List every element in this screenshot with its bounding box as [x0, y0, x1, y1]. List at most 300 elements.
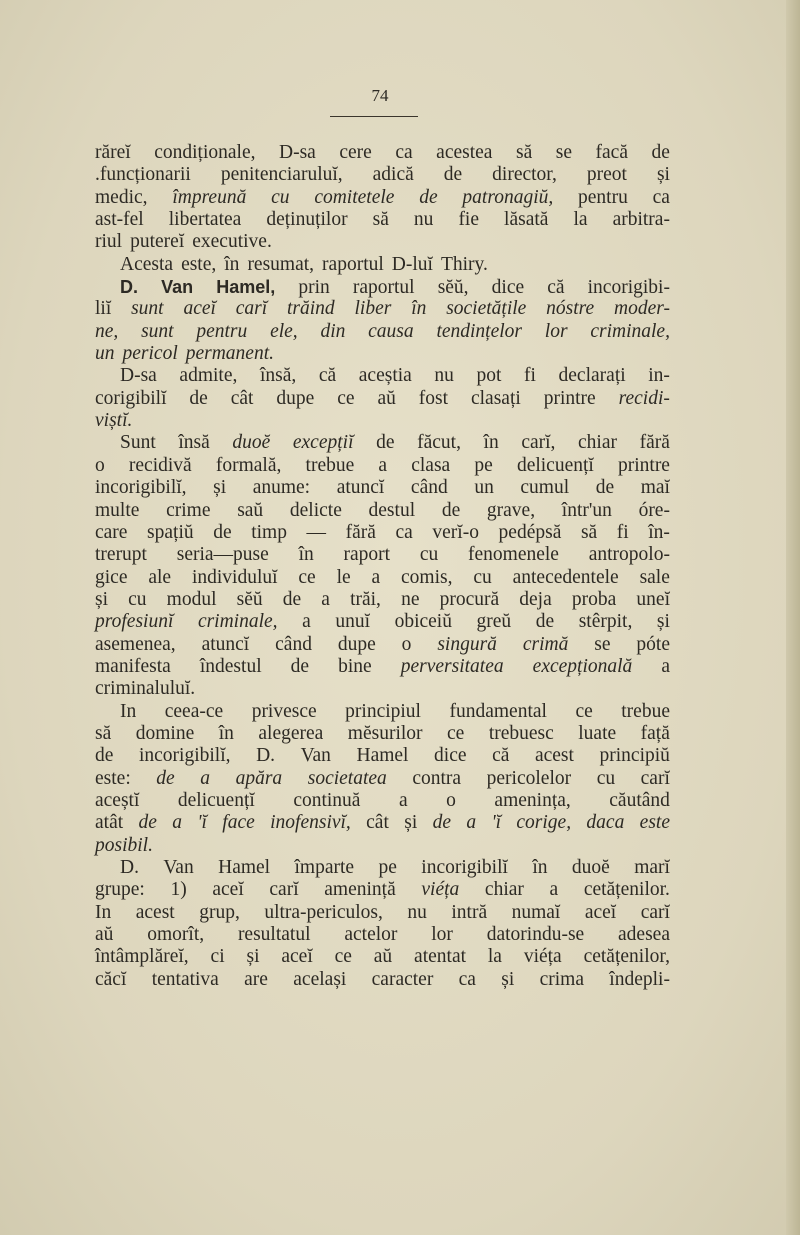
word: de [376, 432, 395, 454]
word: raport [343, 544, 391, 566]
word: însă [178, 432, 210, 454]
text-line [95, 254, 670, 276]
word: se [594, 633, 611, 655]
word: cu [419, 544, 439, 566]
word: resultatul [237, 924, 311, 946]
word: împreună [172, 186, 247, 208]
word: căcĭ [95, 968, 127, 990]
word: datorindu-se [486, 924, 585, 946]
word: alegerea [258, 722, 324, 744]
word: pot [476, 365, 502, 387]
text-line [95, 946, 670, 968]
text-line [95, 388, 670, 410]
word: póte [636, 633, 670, 655]
word: ca [395, 521, 413, 543]
word: D-luĭ [391, 253, 433, 275]
text-line [95, 410, 670, 432]
word: greŭ [476, 611, 512, 633]
word: arbitra- [612, 209, 670, 231]
word: sunt [131, 298, 164, 320]
word: care [95, 521, 128, 543]
text-line [95, 365, 670, 387]
word: D-sa [120, 365, 157, 387]
word: de [535, 611, 555, 633]
word: în [224, 253, 240, 275]
word: proba [571, 588, 617, 610]
word: dice [491, 277, 525, 299]
word: că [318, 365, 337, 387]
word: incorigibilĭ, [95, 477, 187, 499]
word: mĕsurilor [347, 722, 423, 744]
word: deja [519, 588, 552, 610]
word: Van [163, 857, 194, 878]
word: când [275, 633, 312, 655]
word: a [466, 812, 477, 834]
word: cetățenilor. [583, 879, 670, 901]
word: trebue [305, 454, 355, 476]
word: o [401, 633, 412, 655]
word: în [411, 298, 427, 320]
word: grave, [486, 499, 536, 521]
word: societatea [307, 767, 387, 789]
word: cu [473, 566, 492, 588]
text-line [95, 567, 670, 589]
word: de [156, 767, 175, 789]
word: și [246, 946, 260, 968]
text-line [95, 701, 670, 723]
word: domine [135, 722, 195, 744]
word: carĭ [235, 298, 268, 320]
word: resumat, [247, 253, 315, 275]
word: aceĭ [212, 879, 244, 901]
word: și [95, 588, 109, 610]
word: o [446, 789, 456, 811]
word: face [222, 812, 255, 834]
word: răreĭ [95, 142, 131, 163]
word: și [656, 611, 670, 633]
word: să [580, 521, 598, 543]
word: de [441, 499, 461, 521]
word: viéța [523, 946, 562, 968]
text-line [95, 879, 670, 901]
word: a [371, 566, 381, 588]
word: dice [434, 745, 467, 767]
word: să [372, 209, 389, 231]
word: bine [338, 655, 372, 677]
word: fie [458, 209, 480, 231]
word: nu [407, 901, 427, 923]
word: acest [135, 901, 175, 923]
word: este: [95, 767, 131, 789]
word: excepțiĭ [292, 432, 354, 454]
word: în [532, 857, 548, 878]
word: libertatea [168, 209, 242, 231]
word: ele, [270, 320, 298, 342]
word: că [547, 277, 565, 299]
word: a [398, 789, 408, 811]
word: are [244, 968, 268, 990]
word: de [189, 387, 208, 409]
word: acestea [436, 142, 493, 163]
word: ci [210, 946, 225, 968]
word: sale [639, 566, 670, 588]
word: că [492, 745, 510, 767]
word: cât [366, 812, 389, 834]
word: destul [368, 499, 416, 521]
word: pe [378, 857, 397, 878]
word: posibil. [95, 834, 153, 856]
word: pericolelor [486, 767, 572, 789]
word: fenomenele [468, 544, 559, 566]
word: ce [337, 387, 355, 409]
word: carĭ [269, 879, 299, 901]
word: aŭ [95, 924, 114, 946]
word: carĭ, [521, 432, 556, 454]
word: raportul [322, 253, 384, 275]
word: criminale, [590, 320, 670, 342]
word: corige, [516, 812, 572, 834]
text-line [95, 589, 670, 611]
word: medic, [95, 186, 148, 208]
text-line [95, 656, 670, 678]
word: amenință [324, 879, 396, 901]
word: acest [534, 745, 574, 767]
word: causa [368, 320, 414, 342]
word: ce [447, 722, 465, 744]
word: Sunt [120, 432, 156, 454]
word: deținuților [266, 209, 348, 231]
word: și [213, 477, 227, 499]
word: ce [575, 700, 593, 722]
text-line [95, 790, 670, 812]
word: In [120, 700, 137, 722]
word: a [661, 655, 670, 677]
word: adesea [618, 924, 670, 946]
word: delicte [289, 499, 342, 521]
text-line [95, 231, 670, 253]
word: la [573, 209, 588, 231]
word: a [172, 812, 182, 834]
word: asemenea, [95, 633, 176, 655]
word: uneĭ [636, 588, 670, 610]
text-line [95, 477, 670, 499]
word: crimă [522, 633, 569, 655]
word: delicuențĭ [516, 454, 594, 476]
word: preot [586, 164, 627, 186]
word: o [95, 454, 105, 476]
word: ultra-periculos, [264, 901, 383, 923]
word: ce [334, 946, 352, 968]
word: și [501, 968, 515, 990]
word: de [282, 588, 302, 610]
word: și [404, 812, 418, 834]
word: liĭ [95, 298, 112, 320]
word: Hamel, [216, 277, 276, 298]
word: principiŭ [599, 745, 670, 767]
word: de [595, 477, 615, 499]
word: corigibilĭ [95, 387, 167, 409]
word: liber [354, 298, 392, 320]
word: modul [166, 588, 217, 610]
word: societățile [446, 298, 527, 320]
word: carĭ [640, 901, 670, 923]
word: aceĭ [183, 298, 216, 320]
word: viéța [421, 879, 460, 901]
word: este [639, 812, 670, 834]
word: pedépsă [498, 521, 562, 543]
word: crima [539, 968, 584, 990]
text-line [95, 745, 670, 767]
word: ne, [95, 320, 119, 342]
text-line [95, 343, 670, 365]
word: putereĭ [130, 231, 185, 253]
word: de [419, 186, 438, 208]
text-line [95, 455, 670, 477]
text-line [95, 611, 670, 633]
word: nóstre [546, 298, 595, 320]
text-line [95, 321, 670, 343]
word: .funcționarii [95, 164, 191, 186]
word: marĭ [634, 857, 670, 878]
word: procură [439, 588, 500, 610]
word: Hamel [356, 745, 409, 767]
word: trăi, [350, 588, 381, 610]
word: aceștia [358, 365, 412, 387]
word: lăsată [504, 209, 549, 231]
word: pentru [196, 320, 248, 342]
word: întâmplăreĭ, [95, 946, 189, 968]
word: căutând [609, 789, 670, 811]
word: duoĕ [571, 857, 610, 878]
word: condiționale, [154, 142, 256, 163]
word: daca [586, 812, 625, 834]
word: penitenciaruluĭ, [220, 164, 343, 186]
word: maĭ [640, 477, 670, 499]
word: de [651, 142, 670, 163]
word: Thiry. [440, 253, 488, 275]
word: profesiunĭ [95, 611, 174, 633]
word: — [306, 521, 327, 543]
text-line [95, 634, 670, 656]
word: lor [431, 924, 453, 946]
word: inofensivĭ, [270, 812, 351, 834]
word: a [321, 588, 330, 610]
word: numaĭ [511, 901, 561, 923]
word: comitetele [314, 186, 395, 208]
word: prin [298, 277, 330, 299]
text-line [95, 678, 670, 700]
text-line [95, 768, 670, 790]
word: aŭ [373, 946, 393, 968]
word: aŭ [377, 387, 396, 409]
word: duoĕ [232, 432, 271, 454]
text-line [95, 276, 670, 298]
word: fi [616, 521, 629, 543]
word: ce [298, 566, 316, 588]
word: tendințelor [436, 320, 523, 342]
word: sĕŭ [236, 588, 263, 610]
word: clasați [470, 387, 521, 409]
word: declarați [558, 365, 626, 387]
page-number-rule [330, 116, 418, 117]
word: moder- [614, 298, 670, 320]
page-number: 74 [371, 86, 389, 105]
word: de [213, 521, 232, 543]
word: a [200, 767, 211, 789]
word: Van [300, 745, 331, 767]
word: de [443, 164, 463, 186]
text-line [95, 902, 670, 924]
word: grupe: [95, 879, 145, 901]
word: formală, [215, 454, 282, 476]
text-line [95, 723, 670, 745]
word: în [483, 432, 499, 454]
word: față [640, 722, 670, 744]
word: însă, [259, 365, 297, 387]
text-line [95, 522, 670, 544]
word: cu [271, 186, 290, 208]
word: recidivă [128, 454, 192, 476]
word: într'un [561, 499, 612, 521]
word: un [474, 477, 494, 499]
word: un [95, 343, 115, 365]
word: comis, [401, 566, 453, 588]
word: fost [418, 387, 449, 409]
text-line [95, 187, 670, 209]
word: ceea-ce [164, 700, 224, 722]
word: nu [434, 365, 454, 387]
word: criminale, [197, 611, 278, 633]
word: caracter [371, 968, 434, 990]
word: gice [95, 566, 128, 588]
word: tentativa [151, 968, 219, 990]
word: intră [451, 901, 488, 923]
word: aceĭ [584, 901, 617, 923]
word: pe [474, 454, 493, 476]
word: saŭ [237, 499, 264, 521]
word: crime [166, 499, 211, 521]
word: 1) [170, 879, 187, 901]
word: pentru [578, 186, 628, 208]
word: cumul [520, 477, 570, 499]
word: trebuesc [488, 722, 554, 744]
word: a [378, 454, 388, 476]
word: clasa [411, 454, 451, 476]
word: spațiŭ [147, 521, 194, 543]
text-line [95, 298, 670, 320]
word: incorigibi- [587, 277, 670, 299]
word: 'ĭ [197, 812, 207, 834]
word: aceĭ [281, 946, 313, 968]
word: individuluĭ [191, 566, 278, 588]
word: cetățenilor, [583, 946, 670, 968]
word: carĭ [640, 767, 670, 789]
word: atât [95, 812, 124, 834]
word: ca [458, 968, 476, 990]
word: ca [652, 186, 670, 208]
word: ne [401, 588, 420, 610]
word: admite, [179, 365, 238, 387]
word: omorît, [147, 924, 205, 946]
text-line [95, 812, 670, 834]
word: adică [372, 164, 414, 186]
text-line [95, 544, 670, 566]
word: stêrpit, [578, 611, 633, 633]
word: atuncĭ [336, 477, 385, 499]
word: de [138, 812, 157, 834]
word: atuncĭ [201, 633, 250, 655]
word: contra [412, 767, 462, 789]
word: óre- [638, 499, 670, 521]
word: printre [543, 387, 596, 409]
word: ale [148, 566, 172, 588]
word: fără [639, 432, 670, 454]
text-line [95, 969, 670, 991]
word: dupe [337, 633, 376, 655]
word: trebue [621, 700, 670, 722]
word: criminaluluĭ. [95, 678, 196, 700]
word: apăra [235, 767, 283, 789]
word: făcut, [417, 432, 461, 454]
word: printre [617, 454, 670, 476]
word: D. [120, 277, 138, 298]
word: singură [437, 633, 497, 655]
word: delicuențĭ [177, 789, 255, 811]
word: verĭ-o [432, 521, 479, 543]
text-line [95, 924, 670, 946]
word: luate [578, 722, 617, 744]
word: continuă [293, 789, 361, 811]
word: de [95, 745, 114, 767]
word: executive. [192, 231, 272, 253]
word: de [432, 812, 451, 834]
word: facă [595, 142, 628, 163]
word: excepțională [532, 655, 633, 677]
word: se [555, 142, 572, 163]
text-line [95, 500, 670, 522]
word: incorigibilĭ [421, 857, 508, 878]
word: dupe [276, 387, 315, 409]
word: îndepli- [609, 968, 670, 990]
word: a [549, 879, 559, 901]
word: la [487, 946, 502, 968]
word: D-sa [279, 142, 316, 163]
word: incorigibilĭ, [138, 745, 231, 767]
word: din [320, 320, 346, 342]
word: să [515, 142, 533, 163]
word: fi [524, 365, 536, 387]
word: riul [95, 231, 123, 253]
word: timp [251, 521, 287, 543]
word: îndestul [199, 655, 262, 677]
word: amenința, [494, 789, 571, 811]
word: multe [95, 499, 140, 521]
word: unuĭ [335, 611, 370, 633]
word: Van [161, 277, 194, 298]
word: pericol [122, 343, 178, 365]
word: raportul [352, 277, 415, 299]
word: trăind [287, 298, 335, 320]
word: în- [648, 521, 670, 543]
text-line [95, 209, 670, 231]
word: perversitatea [400, 655, 504, 677]
word: a [302, 611, 311, 633]
word: obiceiŭ [394, 611, 452, 633]
word: Acesta [120, 253, 174, 275]
word: fundamental [449, 700, 547, 722]
word: același [293, 968, 347, 990]
word: cât [230, 387, 254, 409]
